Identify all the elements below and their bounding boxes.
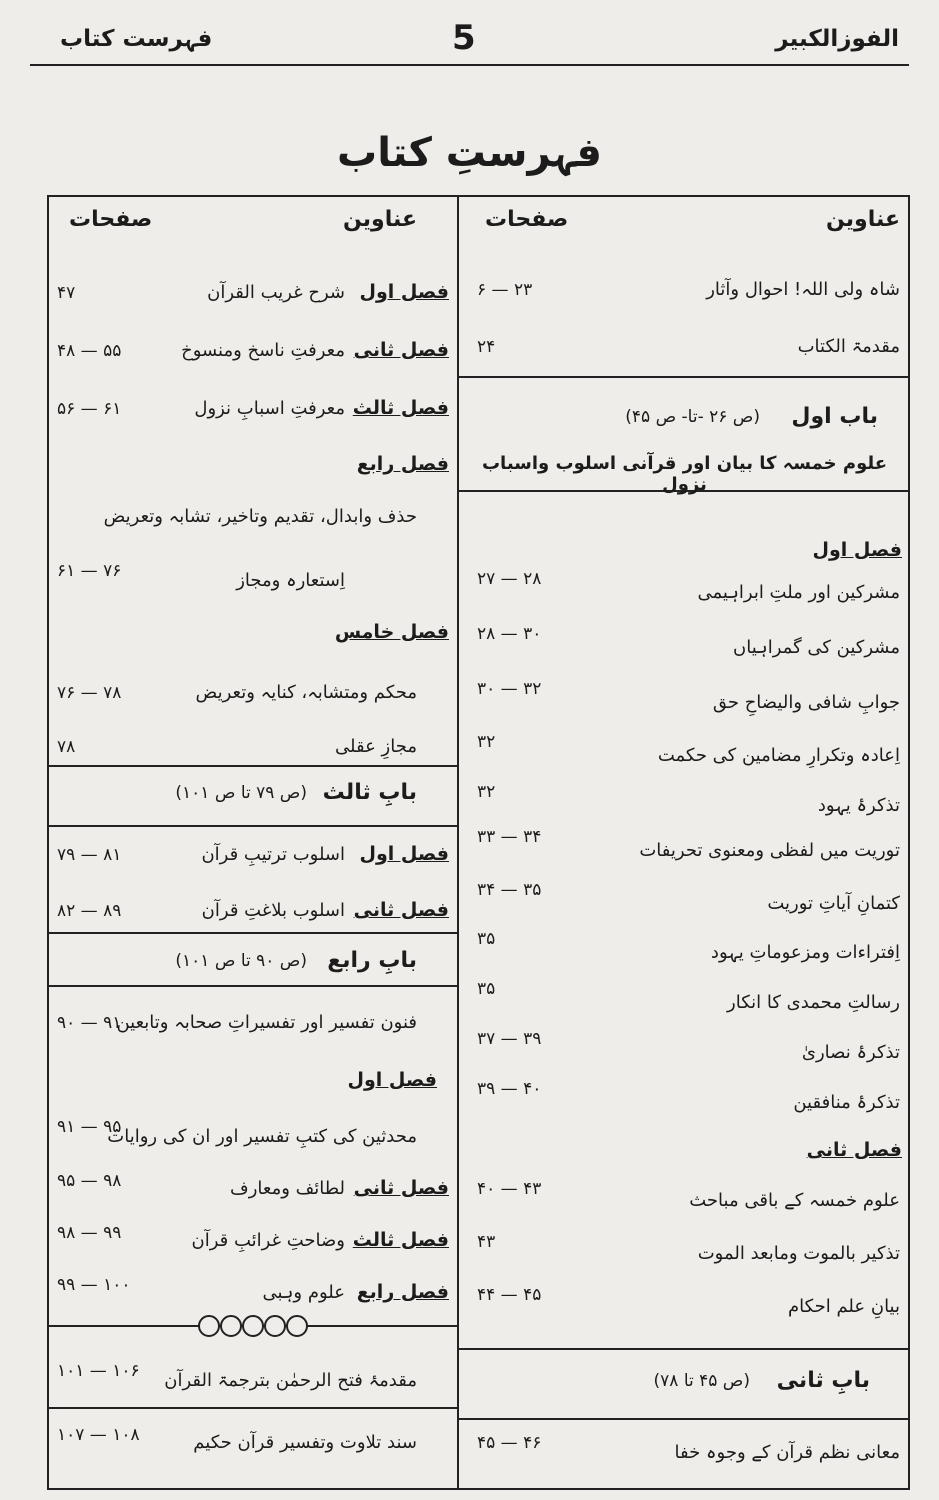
fasl5-label: فصل خامس [334,621,449,643]
entry-title: معرفتِ اسبابِ نزول [194,398,345,419]
entry-pages: ۱۰۷ — ۱۰۸ [57,1425,140,1445]
entry-pages: ۹۱ — ۹۵ [57,1117,122,1137]
entry-pages: ۲۸ — ۳۰ [477,624,542,644]
bab3-heading [49,777,457,813]
entry-title: شرح غریب القرآن [207,282,345,303]
page-header [0,0,939,70]
entry-pages: ۷۸ [57,737,76,757]
entry-pages: ۳۳ — ۳۴ [477,827,542,847]
toc-row [459,1232,910,1272]
toc-row [459,679,910,721]
entry-title: حذف وابدال، تقدیم وتاخیر، تشابہ وتعریض [103,506,417,527]
fasl-label: فصل اول [359,843,449,865]
fasl4-label: فصل رابع [356,453,449,475]
bab4-range: (ص ۹۰ تا ص ۱۰۱) [175,951,307,971]
entry-pages: ۴۷ [57,283,76,303]
entry-pages: ۷۶ — ۷۸ [57,683,122,703]
entry-title: محدثین کی کتبِ تفسیر اور ان کی روایات [107,1126,417,1147]
entry-title: جوابِ شافی والیضاحِ حق [712,692,900,713]
toc-row [49,279,457,311]
entry-title: مشرکین اور ملتِ ابراہیمی [697,582,900,603]
entry-title: مقدمۂ فتح الرحمٰن بترجمۃ القرآن [164,1370,417,1391]
toc-row [49,733,457,765]
entry-pages: ۳۲ [477,782,496,802]
page-number: 5 [452,18,476,58]
toc-row [459,782,910,824]
fasl-heading [459,537,910,569]
toc-row [459,333,910,365]
right-column [459,197,910,1488]
left-head-pages: صفحات [69,207,153,232]
entry-title: تذکرۂ نصاریٰ [801,1042,900,1063]
toc-row [49,1117,457,1155]
fasl-label: فصل ثالث [352,397,449,419]
entry-pages: ۹۹ — ۱۰۰ [57,1275,131,1295]
toc-row [459,1285,910,1325]
entry-title: فنون تفسیر اور تفسیراتِ صحابہ وتابعین [116,1012,417,1033]
bab1-subtitle: علوم خمسہ کا بیان اور قرآنی اسلوب واسباب نزول [481,453,888,495]
entry-title: تذکیر بالموت ومابعد الموت [697,1243,900,1264]
toc-row [459,880,910,922]
book-title: الفوزالکبیر [775,26,899,52]
toc-row [49,1223,457,1259]
toc-row [49,1361,457,1399]
fasl-label: فصل رابع [356,1281,449,1303]
entry-pages: ۹۸ — ۹۹ [57,1223,122,1243]
bab2-heading [459,1365,910,1401]
entry-pages: ۴۰ — ۴۳ [477,1179,542,1199]
rule-end-rows [49,1407,457,1409]
entry-pages: ۳۷ — ۳۹ [477,1029,542,1049]
bab3-title: بابِ ثالث [322,780,417,805]
entry-title: اِعادہ وتکرارِ مضامین کی حکمت [657,745,900,766]
entry-pages: ۹۵ — ۹۸ [57,1171,122,1191]
entry-pages: ۳۰ — ۳۲ [477,679,542,699]
toc-row [459,979,910,1021]
toc-row [459,1079,910,1121]
fasl-label: فصل اول [359,281,449,303]
fasl4-description [49,503,457,535]
entry-pages: ۶۱ — ۷۶ [57,561,122,581]
entry-title: اسلوب بلاغتِ قرآن [201,900,345,921]
entry-pages: ۳۵ [477,979,496,999]
section-title: فہرست کتاب [60,26,213,52]
bab1-title: باب اول [791,404,878,429]
toc-row [49,395,457,427]
entry-title: لطائف ومعارف [230,1178,345,1199]
bab1-range: (ص ۲۶ -تا- ص ۴۵) [625,407,760,427]
entry-title: بیانِ علم احکام [788,1296,900,1317]
entry-title: اِستعارہ ومجاز [236,570,345,591]
entry-title: تذکرۂ منافقین [793,1092,900,1113]
toc-row [49,1275,457,1311]
toc-row [459,276,910,308]
entry-pages: ۲۷ — ۲۸ [477,569,542,589]
fasl-label: فصل ثانی [353,339,449,361]
toc-row [49,1171,457,1207]
fasl-label: فصل ثانی [353,1177,449,1199]
entry-pages: ۳۹ — ۴۰ [477,1079,542,1099]
bab2-title: بابِ ثانی [776,1368,870,1393]
ornament-rings-divider [49,1314,457,1338]
entry-pages: ۴۵ — ۴۶ [477,1433,542,1453]
bab3-range: (ص ۷۹ تا ص ۱۰۱) [175,783,307,803]
fasl2-label: فصل ثانی [806,1139,902,1161]
toc-row [49,841,457,873]
entry-pages: ۴۳ [477,1232,496,1252]
entry-pages: ۳۵ [477,929,496,949]
toc-row [49,679,457,711]
bab2-range: (ص ۴۵ تا ۷۸) [653,1371,750,1391]
bab4-heading [49,945,457,981]
entry-pages: ۴۴ — ۴۵ [477,1285,542,1305]
entry-pages: ۳۴ — ۳۵ [477,880,542,900]
entry-title: رسالتِ محمدی کا انکار [727,992,900,1013]
entry-title: کتمانِ آیاتِ توریت [767,893,900,914]
entry-title: وضاحتِ غرائبِ قرآن [191,1230,345,1251]
toc-row [459,624,910,666]
bab1-heading [459,401,910,437]
fasl-heading [49,1067,457,1099]
toc-row [459,827,910,869]
fasl1-label: فصل اول [812,539,902,561]
fasl-label: فصل ثالث [352,1229,449,1251]
entry-title: علوم وہبی [262,1282,345,1303]
right-head-pages: صفحات [485,207,569,232]
entry-title: معرفتِ ناسخ ومنسوخ [181,340,345,361]
header-rule [30,64,909,66]
toc-row [49,1425,457,1461]
entry-pages: ۷۹ — ۸۱ [57,845,122,865]
fasl-label: فصل ثانی [353,899,449,921]
toc-row [459,1433,910,1471]
entry-pages: ۸۲ — ۸۹ [57,901,122,921]
entry-pages: ۶ — ۲۳ [477,280,533,300]
entry-title: اسلوب ترتیبِ قرآن [201,844,345,865]
toc-row [49,561,457,599]
toc-row [459,1179,910,1219]
bab4-title: بابِ رابع [327,948,417,973]
left-head-titles: عناوین [342,207,417,232]
toc-row [49,897,457,929]
entry-title: تذکرۂ یہود [817,795,900,816]
toc-row [459,1029,910,1071]
entry-title: علوم خمسہ کے باقی مباحث [689,1190,900,1211]
entry-title: اِفتراءات ومزعوماتِ یہود [710,942,900,963]
toc-row [459,929,910,971]
fasl-heading [459,1137,910,1169]
page-title: فہرستِ کتاب [337,130,602,176]
entry-pages: ۵۶ — ۶۱ [57,399,122,419]
entry-pages: ۴۸ — ۵۵ [57,341,122,361]
toc-row [459,569,910,611]
entry-pages: ۲۴ [477,337,496,357]
entry-title: مقدمۃ الکتاب [797,336,900,357]
entry-pages: ۹۰ — ۹۱ [57,1013,122,1033]
bab4-fasl1-label: فصل اول [347,1069,437,1091]
toc-row [459,732,910,774]
entry-title: سند تلاوت وتفسیر قرآن حکیم [193,1432,417,1453]
fasl-heading [49,451,457,483]
entry-pages: ۳۲ [477,732,496,752]
entry-title: شاہ ولی اللہ! احوال وآثار [706,279,900,300]
entry-title: توریت میں لفظی ومعنوی تحریفات [639,840,900,861]
entry-pages: ۱۰۱ — ۱۰۶ [57,1361,140,1381]
entry-title: معانی نظم قرآن کے وجوہ خفا [674,1442,900,1463]
entry-title: مجازِ عقلی [335,736,417,757]
toc-row [49,1009,457,1041]
right-head-titles: عناوین [825,207,900,232]
entry-title: مشرکین کی گمراہیاں [733,637,900,658]
left-column [49,197,457,1488]
fasl-heading [49,619,457,651]
toc-row [49,337,457,369]
entry-title: محکم ومتشابہ، کنایہ وتعریض [195,682,417,703]
